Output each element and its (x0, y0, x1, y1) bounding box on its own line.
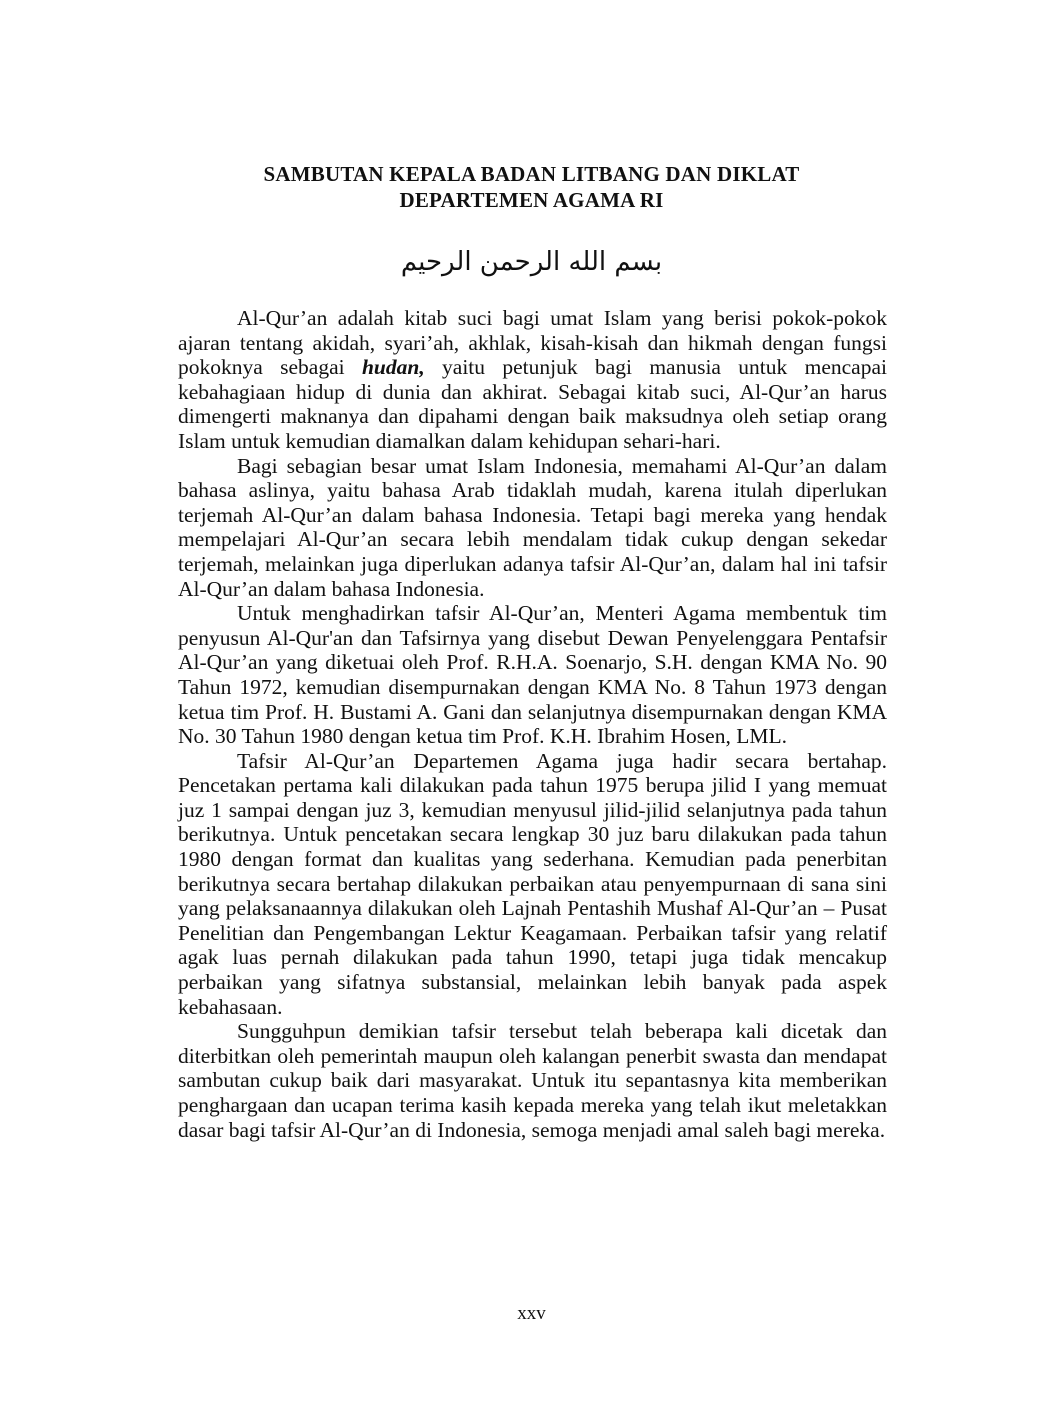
page-number: xxv (517, 1303, 546, 1324)
body-text (178, 306, 887, 1142)
basmala-heading: بسم الله الرحمن الرحيم (400, 247, 663, 277)
paragraph-1-emphasis: hudan, (361, 355, 425, 380)
paragraph-3: Untuk menghadirkan tafsir Al-Qur’an, Menteri Agama membentuk tim penyusun Al-Qur'an dan Tafsirnya yang disebut Dewan Penyelenggara Pentafsir Al-Qur’an yang diketuai oleh Prof. R.H.A. Soenarjo, S.H. dengan KMA No. 90 Tahun 1972, kemudian disempurnakan dengan KMA No. 8 Tahun 1973 dengan ketua tim Prof. H. Bustami A. Gani dan selanjutnya disempurnakan dengan KMA No. 30 Tahun 1980 dengan ketua tim Prof. K.H. Ibrahim Hosen, LML. (178, 601, 887, 749)
page-title-line-1: SAMBUTAN KEPALA BADAN LITBANG DAN DIKLAT (263, 162, 800, 186)
page-title-line-2: DEPARTEMEN AGAMA RI (399, 188, 664, 212)
paragraph-1-lead: Al-Qur’an adalah kitab suci bagi umat Islam yang berisi pokok-pokok ajaran tentang akidah, syari’ah, akhlak, kisah-kisah dan hikmah dengan fungsi pokoknya sebagai (178, 306, 887, 380)
paragraph-2: Bagi sebagian besar umat Islam Indonesia, memahami Al-Qur’an dalam bahasa aslinya, yaitu bahasa Arab tidaklah mudah, karena itulah diperlukan terjemah Al-Qur’an dalam bahasa Indonesia. Tetapi bagi mereka yang hendak mempelajari Al-Qur’an secara lebih mendalam tidak cukup dengan sekedar terjemah, melainkan juga diperlukan adanya tafsir Al-Qur’an, dalam hal ini tafsir Al-Qur’an dalam bahasa Indonesia. (178, 453, 887, 601)
paragraph-1-rest: yaitu petunjuk bagi manusia untuk mencapai kebahagiaan hidup di dunia dan akhirat. Sebagai kitab suci, Al-Qur’an harus dimengerti maknanya dan dipahami dengan baik maksudnya oleh setiap orang Islam untuk kemudian diamalkan dalam kehidupan sehari-hari. (178, 355, 887, 453)
paragraph-4: Tafsir Al-Qur’an Departemen Agama juga hadir secara bertahap. Pencetakan pertama kali dilakukan pada tahun 1975 berupa jilid I yang memuat juz 1 sampai dengan juz 3, kemudian menyusul jilid-jilid selanjutnya pada tahun berikutnya. Untuk pencetakan secara lengkap 30 juz baru dilakukan pada tahun 1980 dengan format dan kualitas yang sederhana. Kemudian pada penerbitan berikutnya secara bertahap dilakukan perbaikan atau penyempurnaan di sana sini yang pelaksanaannya dilakukan oleh Lajnah Pentashih Mushaf Al-Qur’an – Pusat Penelitian dan Pengembangan Lektur Keagamaan. Perbaikan tafsir yang relatif agak luas pernah dilakukan pada tahun 1990, tetapi juga tidak mencakup perbaikan yang sifatnya substansial, melainkan lebih banyak pada aspek kebahasaan. (178, 748, 887, 1019)
paragraph-5: Sungguhpun demikian tafsir tersebut telah beberapa kali dicetak dan diterbitkan oleh pemerintah maupun oleh kalangan penerbit swasta dan mendapat sambutan cukup baik dari masyarakat. Untuk itu sepantasnya kita memberikan penghargaan dan ucapan terima kasih kepada mereka yang telah ikut meletakkan dasar bagi tafsir Al-Qur’an di Indonesia, semoga menjadi amal saleh bagi mereka. (178, 1019, 887, 1142)
paragraph-1 (178, 306, 887, 454)
